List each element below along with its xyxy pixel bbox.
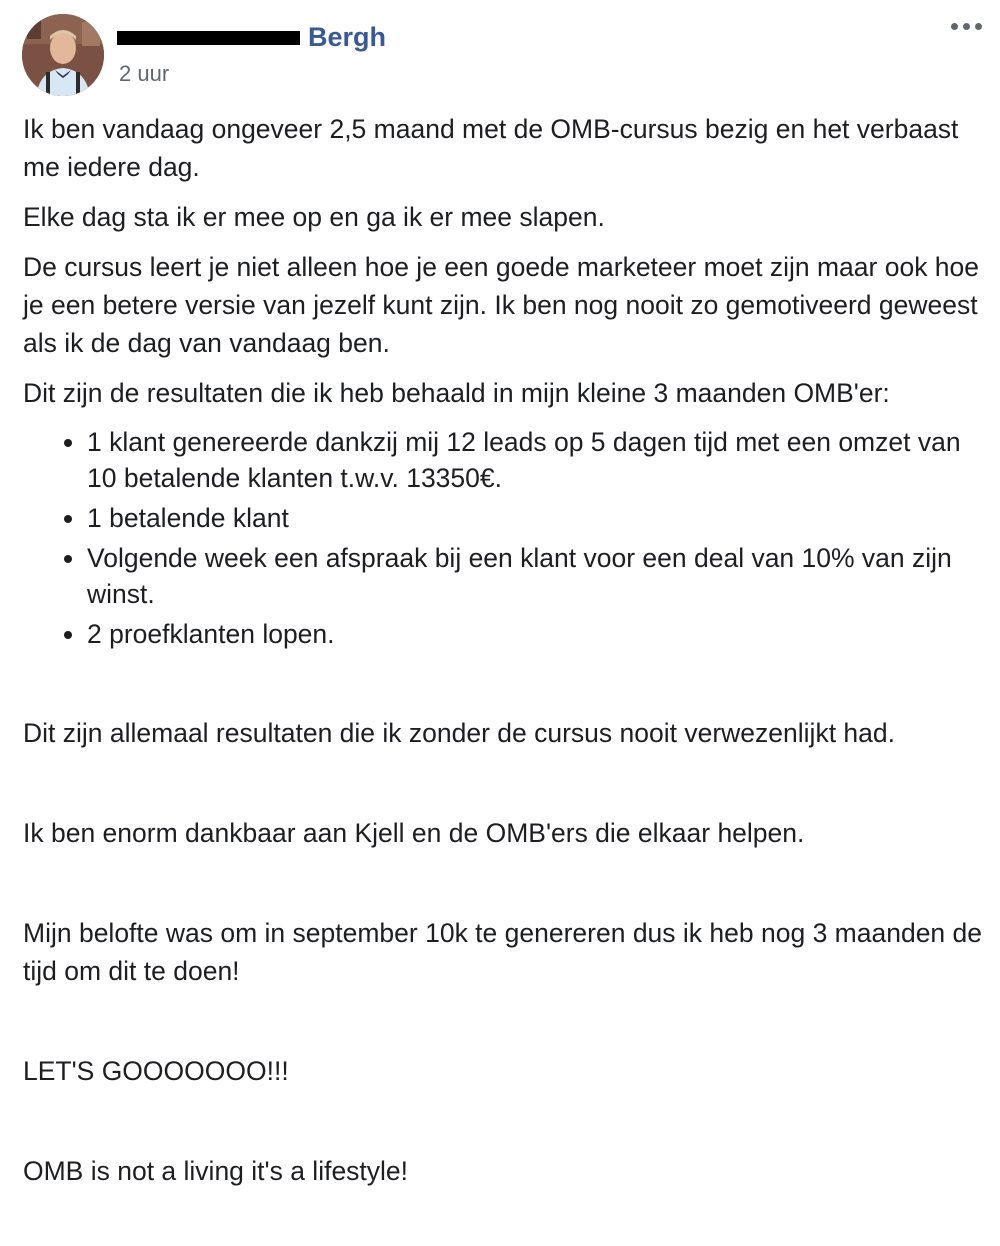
more-options-icon: [975, 23, 982, 30]
post-paragraph: Dit zijn de resultaten die ik heb behaald in mijn kleine 3 maanden OMB'er:: [23, 378, 890, 408]
more-options-icon: [951, 23, 958, 30]
post-timestamp[interactable]: 2 uur: [119, 61, 170, 86]
post-paragraph: Ik ben enorm dankbaar aan Kjell en de OMB'ers die elkaar helpen.: [23, 818, 805, 848]
post-paragraph: LET'S GOOOOOOO!!!: [23, 1056, 289, 1086]
more-options-button[interactable]: [944, 12, 988, 40]
post-paragraph: Mijn belofte was om in september 10k te genereren dus ik heb nog 3 maanden de tijd om dit te doen!: [23, 918, 983, 986]
post-paragraph: Elke dag sta ik er mee op en ga ik er mee slapen.: [23, 202, 605, 232]
results-list-item: • Volgende week een afspraak bij een klant voor een deal van 10% van zijn winst.: [87, 540, 983, 612]
post-paragraph: De cursus leert je niet alleen hoe je een goede marketeer moet zijn maar ook hoe je een betere versie van jezelf kunt zijn. Ik ben nog nooit zo gemotiveerd geweest als ik de dag van vandaag ben.: [23, 252, 980, 358]
results-list-item: • 1 betalende klant: [87, 500, 983, 536]
author-name[interactable]: [117, 20, 386, 54]
spacer: [23, 664, 983, 714]
author-avatar[interactable]: [22, 14, 104, 96]
profile-photo: [22, 14, 104, 96]
post-paragraph: Ik ben vandaag ongeveer 2,5 maand met de OMB-cursus bezig en het verbaast me iedere dag.: [23, 114, 959, 182]
results-list: [23, 424, 983, 652]
spacer: [23, 864, 983, 914]
results-list-item: • 1 klant genereerde dankzij mij 12 leads op 5 dagen tijd met een omzet van 10 betalende klanten t.w.v. 13350€.: [87, 424, 983, 496]
spacer: [23, 1102, 983, 1152]
post-paragraph: OMB is not a living it's a lifestyle!: [23, 1156, 409, 1186]
redaction-bar: [117, 31, 300, 45]
results-list-item: • 2 proefklanten lopen.: [87, 616, 983, 652]
spacer: [23, 1002, 983, 1052]
post-paragraph: Dit zijn allemaal resultaten die ik zonder de cursus nooit verwezenlijkt had.: [23, 718, 895, 748]
post-body: [23, 110, 983, 1202]
more-options-icon: [963, 23, 970, 30]
author-name-text[interactable]: Bergh: [308, 22, 387, 52]
spacer: [23, 764, 983, 814]
